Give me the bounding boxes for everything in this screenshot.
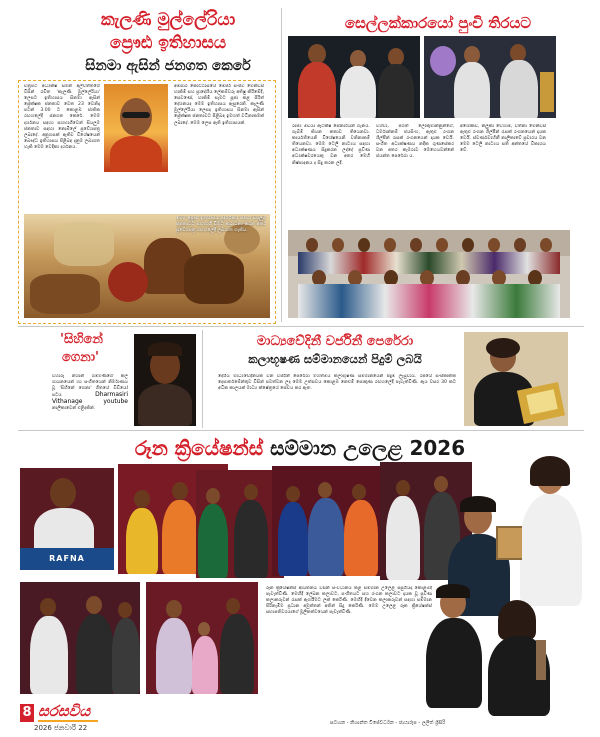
story3-title-line2: ගෙනා': [62, 350, 99, 365]
story5-body: රූන ක්‍රියේෂන්ස් ආයතනය විසින් සංවිධානය කළ සම්මාන උලෙළ පසුගියදා කොළඹදී පැවැත්විණි. මෙහිදී ලේඛන කලාවට, සංගීතයට සහ රංගන කලාවට දායක වූ ප්‍රවීණ කලාකරුවන් රැසක් ඇගයීමට ලක් කෙරිණි. මෙහිදී දිවෙන කලාකරුවන් සඳහා සම්මාන පිරිනැමීම ප්‍රධාන අමුත්තන් අතින් සිදු කෙරිණි. මෙම උලෙළ රූන ක්‍රියේෂන්ස් සභාපතිවරයාගේ මූලිකත්වයෙන් පැවැත්විණි.: [266, 586, 432, 616]
story4-photo: [464, 332, 568, 426]
row-divider-2: [18, 430, 584, 431]
story1-column-1: චිත්‍රපට අධ්‍යක්ෂ සමන් අල්වත්තගේ විසින් රචිත 'කැලණි මුල්ලේරියා' ලෙසට ඉතිහාසය සිනමා ඇසින් ප්‍රේක්ෂක ජනතාව වෙත 23 වෙනිදා පටන් 3.00 ට කොළඹ ජාතික රඟහලේදී ජනගත කෙරේ. මෙම දර්ශනය සඳහා සහභාගිවෙන් සියලුම ජනතාව සඳහා නොමිලේ ප්‍රවේශපත්‍ර ලබාදේ. අනුහසක් ඇතිව විශේෂයෙන් බෞද්ධ ඉතිහාසය පිළිබඳ දැනුම ලබාගත හැකි මෙම වෙදිකා දර්ශනය.: [24, 84, 100, 150]
story5-cutout-man-2: [424, 584, 484, 708]
story3-platform-name: youtube: [103, 398, 128, 406]
story1-column-3: මෙම ප්‍රෞඪ ඉතිහාසය ප්‍රදර්ශනය සඳහා සියලුම ජනතාවට සහභාගී වීමට ආරාධනා කරන අතර ප්‍රවේශපත්‍ර රඟහලේදී ලබාගත හැකිය.: [176, 216, 266, 234]
story3-portrait-photo: [134, 334, 196, 426]
story2-column-3: අශෝකඩ, නිලූකා වේහාම්, වත්නා මෙන්ඩිස් ඇතුළු රංගන ශිල්පීන් රැසක් රංගනයෙන් දායක වෙයි. ස්වර්ණවාහිනී නාලිකාවේ ප්‍රචාරය වන මෙම ටෙලි නාට්‍යය සති අන්තයේ විකාශය වේ.: [460, 124, 546, 154]
row-divider-1: [18, 326, 584, 327]
story1-column-2: අම්පාර කොට්ඨාසයේ මේජර් සංජීව මෙන්ඩිස් හාකිම් සහ ප්‍රාදේශීය ලේකම්වරු අතිෂු කිරීමේදී, සෙවණේ, හාකිම් සැමට පූජා කළ පිරිත් දේශනයද මෙම ඉතිහාසය ඇසුරෙනි. කැලණි මුල්ලේරියා ලෙසද ඉතිහාසය සිනමා ඇසින් ප්‍රේක්ෂක ජනතාවට පිළිබඳ ඉමහත් වටිනාකමක් ලබාදේ. මෙම ලෙස ඇති ඉතිහාසයක්.: [174, 84, 264, 126]
page-number: 8: [22, 705, 32, 720]
story3-title-line1: 'සිහිනේ: [60, 332, 103, 347]
footer-logo-underline: [38, 720, 98, 722]
story2-photo-right: [424, 36, 556, 118]
story2-title: සෙල්ලක්කාරයෝ පුංචි තිරයට: [344, 14, 532, 32]
story5-photo-group-3: [272, 466, 382, 576]
story5-photo-speaker: [20, 468, 114, 570]
footer-date: 2026 ජනවාරි 22: [34, 724, 88, 732]
story5-title: [20, 436, 580, 460]
story2-photo-left: [288, 36, 420, 118]
footer-logo: සරසවිය: [38, 702, 91, 720]
story5-cutout-woman-bottom: [482, 600, 558, 716]
story4-body: දේශීය මාධ්‍යවේදිනියක වන වර්ජිනී පෙරේරා මහත්මිය කලාභූෂණ සම්මානයෙන් පිදුම් ලැබුවාය. රජයේ සංස්කෘතික දෙපාර්තමේන්තුව විසින් පවත්වන ලද මෙම උත්සවය කොළඹ නෙළුම් පොකුණ රඟහලේදී පැවැත්විණි. ඇය වසර 30 කට අධික කාලයක් මාධ්‍ය ක්ෂේත්‍රයේ සේවය කර ඇත.: [218, 374, 456, 392]
story5-cutout-woman-top: [516, 456, 588, 606]
story4-subtitle: කලාභූෂණ සම්මානයෙන් පිදුම් ලබයි: [248, 352, 422, 366]
story1-frame: [18, 80, 276, 324]
story5-photo-group-6: [146, 582, 258, 694]
story5-title-part2: සම්මාන උලෙළ 2026: [270, 436, 466, 460]
story5-photo-group-2: [196, 470, 284, 578]
story2-column-1: රාජ්‍ය මීඩියා ඇටක්ෂ සේනාරියන් ගැනය. ගැබ්ම් කියන කතාව තියෙනවා. කාර්යතියෙනි විශේෂයෙනි වනිනාකම් තියෙනවා. මෙම ටෙලි නාට්‍යය සඳහා අධ්‍යක්ෂණය සිදුකරන ලද්දේ ප්‍රවීණ අධ්‍යක්ෂවරයෙකු වන අතර මෙහි නිෂ්පාදනය ද සිදු කරන ලදී.: [292, 124, 370, 166]
story3-body: විහාරු නිශාන් ගම්මණිගේ කල ගායනයෙන් හා සංගීතයෙන් නිර්මාණය වූ 'සිහිනේ ගෙනා' ගීතයේ වීඩියෝ පටය Dharmasiri Vithanage youtube නාලිකාවෙන් එළිදකින්.: [52, 374, 128, 412]
story3-channel-name: Dharmasiri Vithanage: [52, 391, 128, 406]
story5-title-part1: රූන ක්‍රියේෂන්ස්: [134, 436, 264, 460]
story4-title: මාධ්‍යවේදිනී වර්ජිනී පෙරේරා: [256, 334, 414, 349]
column-divider-middle: [202, 330, 203, 428]
story1-title-line1: කැලණි මුල්ලේරියා: [100, 10, 236, 30]
story5-credit: සටහන - නිශාන්ත විජේවර්ධන - ඡායාරූප - ලලිත් ශ්‍රිසිරි: [330, 720, 446, 726]
story2-group-photo: [288, 230, 570, 318]
story5-photo-group-5: [20, 582, 140, 694]
column-divider-top: [281, 8, 282, 322]
story1-subtitle: සිනමා ඇසින් ජනගත කෙරේ: [85, 58, 251, 74]
story1-title-line2: ප්‍රෞඪ ඉතිහාසය: [109, 33, 227, 53]
page-number-box: [20, 704, 34, 722]
story2-column-2: විශ්වා, ජගත් ලොකුමාන්නුන්ගේ, ධර්මාන්නම් ජයසිංහ, ඇතුළු රංගන ශිල්පීන් රැසක් රංගනයෙන් දායක වෙයි. සංගීත අධ්‍යක්ෂණය නදික ගුණසේකර වන අතර කැමරාව මෙහෙයවන්නේ ජයන්ත පෙරේරා ය.: [376, 124, 454, 160]
story5-banner-text: RAFNA: [49, 554, 85, 563]
